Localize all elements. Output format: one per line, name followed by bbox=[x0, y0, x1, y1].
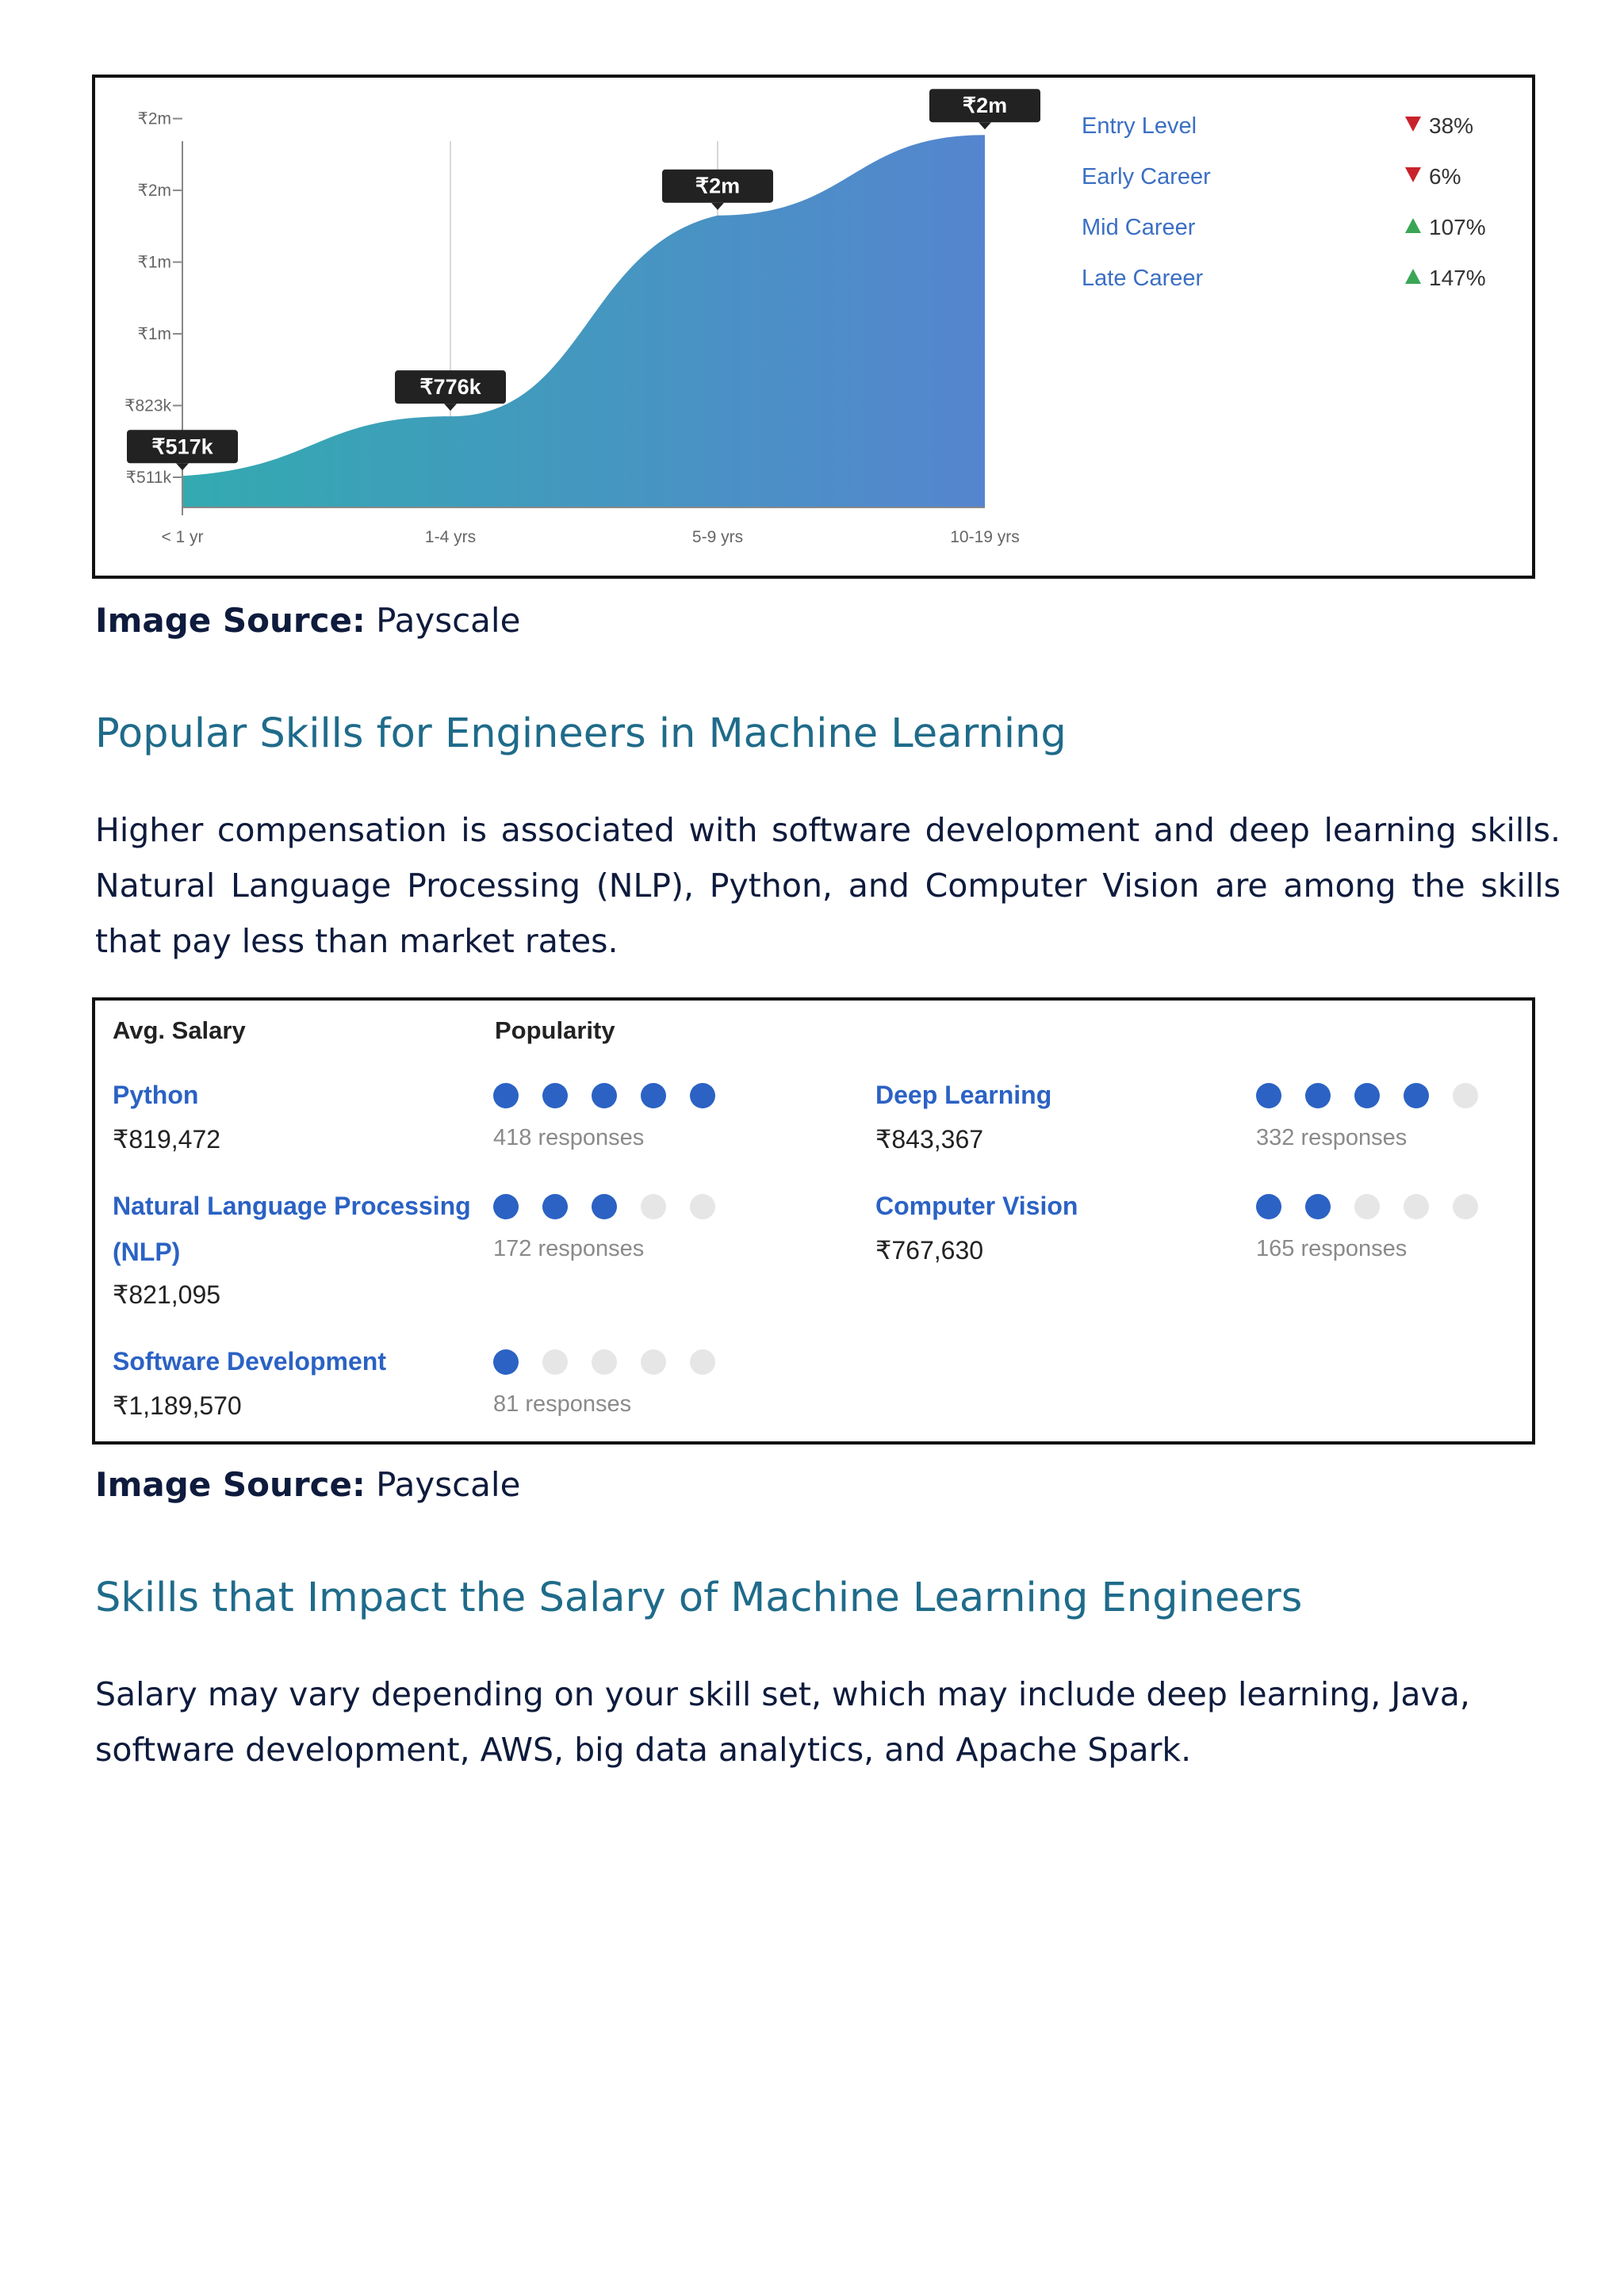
skills-table-svg bbox=[95, 1001, 1532, 1441]
value-label-text: ₹2m bbox=[962, 94, 1008, 118]
salary-area bbox=[182, 135, 985, 507]
popularity-dot-filled bbox=[592, 1083, 617, 1108]
skill-responses: 81 responses bbox=[493, 1391, 632, 1417]
x-tick-label: 10-19 yrs bbox=[950, 528, 1020, 546]
popularity-dot-empty bbox=[641, 1349, 666, 1375]
x-tick-label: < 1 yr bbox=[161, 528, 204, 546]
skills-popularity-table bbox=[92, 997, 1535, 1445]
popularity-dot-filled bbox=[1404, 1083, 1429, 1108]
legend-level-label: Entry Level bbox=[1082, 113, 1197, 139]
skill-item bbox=[113, 1081, 715, 1154]
value-label bbox=[929, 89, 1040, 129]
skill-salary: ₹843,367 bbox=[875, 1125, 984, 1154]
popularity-dot-filled bbox=[542, 1083, 568, 1108]
skill-salary: ₹819,472 bbox=[113, 1125, 221, 1154]
legend-change-value: 6% bbox=[1429, 164, 1461, 189]
y-tick-label: ₹1m bbox=[137, 325, 171, 344]
value-label-pointer bbox=[176, 463, 189, 470]
legend-level-label: Late Career bbox=[1082, 266, 1204, 291]
popularity-dot-filled bbox=[1305, 1083, 1331, 1108]
popularity-dot-empty bbox=[1453, 1194, 1478, 1219]
image-source-value: Payscale bbox=[376, 1465, 521, 1504]
arrow-down-icon bbox=[1405, 167, 1421, 182]
popularity-dot-filled bbox=[493, 1194, 519, 1219]
popularity-dot-empty bbox=[641, 1194, 666, 1219]
salary-chart-svg bbox=[95, 78, 1532, 576]
value-label-text: ₹776k bbox=[419, 375, 481, 400]
skill-responses: 165 responses bbox=[1256, 1236, 1408, 1261]
popularity-dot-filled bbox=[1305, 1194, 1331, 1219]
popularity-dot-filled bbox=[493, 1083, 519, 1108]
popularity-dot-empty bbox=[542, 1349, 568, 1375]
skill-responses: 418 responses bbox=[493, 1125, 645, 1150]
skill-item bbox=[875, 1081, 1478, 1154]
value-label bbox=[395, 370, 506, 411]
value-label-text: ₹2m bbox=[695, 174, 741, 198]
value-label-pointer bbox=[444, 404, 457, 411]
popularity-dot-empty bbox=[1453, 1083, 1478, 1108]
popularity-dot-filled bbox=[641, 1083, 666, 1108]
image-source-caption bbox=[95, 601, 520, 640]
skill-salary: ₹1,189,570 bbox=[113, 1391, 242, 1420]
skill-name: Computer Vision bbox=[875, 1192, 1078, 1220]
popularity-dot-empty bbox=[592, 1349, 617, 1375]
popularity-dot-empty bbox=[1404, 1194, 1429, 1219]
paragraph-skills-compensation: Higher compensation is associated with software development and deep learning skills. Natural Language Processing (NLP), Python, and Computer Vision are among the skills that pay less than market rates. bbox=[95, 811, 1561, 960]
y-tick-label: ₹2m bbox=[137, 182, 171, 201]
skill-name: (NLP) bbox=[113, 1238, 181, 1266]
x-tick-label: 5-9 yrs bbox=[691, 528, 744, 546]
skill-name: Python bbox=[113, 1081, 199, 1109]
popularity-dot-filled bbox=[542, 1194, 568, 1219]
legend-change-value: 38% bbox=[1429, 113, 1474, 138]
popularity-dot-empty bbox=[1354, 1194, 1380, 1219]
legend-level-label: Early Career bbox=[1082, 164, 1211, 189]
popularity-dot-empty bbox=[690, 1194, 715, 1219]
skill-responses: 172 responses bbox=[493, 1236, 645, 1261]
popularity-dot-filled bbox=[592, 1194, 617, 1219]
arrow-up-icon bbox=[1405, 269, 1421, 284]
y-tick-label: ₹1m bbox=[137, 253, 171, 272]
paragraph-salary-skills: Salary may vary depending on your skill set, which may include deep learning, Java, software development, AWS, big data analytics, and Apache Spark. bbox=[95, 1675, 1470, 1769]
y-tick-label: ₹823k bbox=[124, 396, 171, 415]
popularity-dot-filled bbox=[690, 1083, 715, 1108]
value-label bbox=[662, 170, 773, 210]
image-source-label: Image Source: bbox=[95, 601, 366, 640]
legend-level-label: Mid Career bbox=[1082, 215, 1196, 240]
value-label bbox=[127, 430, 238, 470]
skill-salary: ₹821,095 bbox=[113, 1280, 221, 1309]
image-source-caption-2 bbox=[95, 1465, 520, 1504]
popularity-dot-filled bbox=[1256, 1083, 1281, 1108]
skill-item bbox=[875, 1192, 1478, 1265]
value-label-pointer bbox=[711, 203, 724, 210]
skill-salary: ₹767,630 bbox=[875, 1236, 984, 1265]
column-header-popularity: Popularity bbox=[495, 1016, 615, 1044]
y-tick-label: ₹511k bbox=[125, 469, 171, 488]
skill-name: Natural Language Processing bbox=[113, 1192, 471, 1220]
skill-name: Software Development bbox=[113, 1347, 386, 1376]
salary-by-experience-chart bbox=[92, 75, 1535, 579]
section-heading-salary-skills: Skills that Impact the Salary of Machine Learning Engineers bbox=[95, 1575, 1303, 1621]
section-heading-popular-skills: Popular Skills for Engineers in Machine Learning bbox=[95, 710, 1067, 757]
image-source-label: Image Source: bbox=[95, 1465, 366, 1504]
popularity-dot-filled bbox=[1256, 1194, 1281, 1219]
skill-name: Deep Learning bbox=[875, 1081, 1052, 1109]
popularity-dot-filled bbox=[493, 1349, 519, 1375]
skill-responses: 332 responses bbox=[1256, 1125, 1408, 1150]
popularity-dot-filled bbox=[1354, 1083, 1380, 1108]
legend-change-value: 107% bbox=[1429, 215, 1486, 239]
image-source-value: Payscale bbox=[376, 601, 521, 640]
value-label-pointer bbox=[979, 122, 991, 129]
x-tick-label: 1-4 yrs bbox=[424, 528, 477, 546]
legend-change-value: 147% bbox=[1429, 266, 1486, 290]
popularity-dot-empty bbox=[690, 1349, 715, 1375]
y-tick-label: ₹2m bbox=[137, 109, 171, 128]
column-header-avg-salary: Avg. Salary bbox=[113, 1016, 246, 1044]
value-label-text: ₹517k bbox=[151, 434, 213, 459]
skill-item bbox=[113, 1192, 715, 1309]
arrow-up-icon bbox=[1405, 218, 1421, 233]
arrow-down-icon bbox=[1405, 117, 1421, 132]
skill-item bbox=[113, 1347, 715, 1420]
